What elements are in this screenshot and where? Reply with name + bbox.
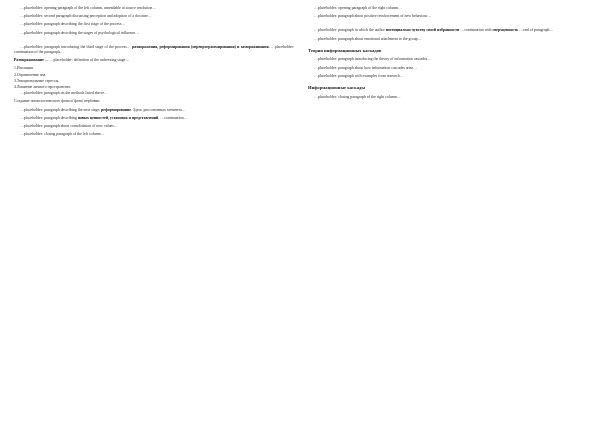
right-column	[308, 6, 588, 416]
paragraph: …placeholder: paragraph on the methods listed above…	[20, 91, 108, 96]
list-item: 2.Ограничение сна.	[14, 72, 47, 77]
paragraph: …placeholder: paragraph with examples from research…	[314, 73, 404, 78]
paragraph: …placeholder: closing paragraph of the right column…	[314, 94, 401, 99]
paragraph	[14, 116, 294, 121]
paragraph: …placeholder: paragraph about emotional attachment to the group…	[314, 36, 422, 41]
paragraph-text: …end of paragraph…	[518, 28, 554, 33]
paragraph: …placeholder: closing paragraph of the left column…	[20, 132, 105, 137]
paragraph: …placeholder: paragraph describing the stages of psychological influence…	[20, 30, 140, 35]
paragraph: …placeholder: second paragraph discussing perception and adoption of a doctrine…	[20, 14, 152, 19]
bold-term: сверхценность	[492, 28, 519, 33]
section-heading: Теория информационных каскадов	[308, 47, 382, 53]
paragraph: …placeholder: paragraph about how information cascades arise…	[314, 65, 418, 70]
paragraph-text: . …continuation…	[158, 115, 188, 120]
list-item: 4.Лишение личного пространства.	[14, 85, 71, 90]
left-column	[14, 6, 294, 416]
list-item: 3.Эмоциональные стрессы.	[14, 78, 60, 83]
bold-phrase: разморожения, реформирования (перепрограммирования) и замораживания.	[131, 44, 270, 49]
paragraph-text: …continuation with	[459, 28, 493, 33]
paragraph	[14, 58, 294, 63]
paragraph	[308, 28, 588, 33]
paragraph: Создание психологического фона и 'фона' вербовки	[14, 99, 100, 104]
paragraph-text: …placeholder: paragraph describing	[20, 115, 78, 120]
paragraph-text: — …placeholder: definition of the unfreezing stage…	[43, 58, 130, 63]
paragraph: …placeholder: opening paragraph of the left column, unreadable at source resolution…	[20, 6, 157, 10]
paragraph: …placeholder: paragraph about positive reinforcement of new behaviour…	[314, 14, 432, 19]
paragraph-text: …placeholder: paragraph introducing the third stage of the process…	[20, 44, 131, 49]
paragraph: …placeholder: paragraph about consolidation of new values…	[20, 124, 118, 129]
bold-term: реформирование	[101, 107, 131, 112]
paragraph: …placeholder: paragraph introducing the theory of information cascades…	[314, 57, 432, 62]
paragraph: …placeholder: paragraph describing the first stage of the process…	[20, 22, 126, 27]
bold-phrase: новых ценностей, установок и представлений	[77, 115, 159, 120]
bold-phrase: потенциально чувству своей избранности	[385, 28, 460, 33]
bold-term: Размораживание	[14, 58, 44, 63]
section-heading: Информационные каскады	[308, 85, 365, 91]
paragraph	[14, 45, 294, 55]
paragraph-text: …placeholder: continuation of the paragraph…	[14, 44, 294, 55]
paragraph-text: . Здесь два основных элемента…	[130, 107, 186, 112]
paragraph: …placeholder: opening paragraph of the right column…	[314, 6, 402, 10]
paragraph	[14, 108, 294, 113]
paragraph-text: …placeholder: paragraph describing the next stage,	[20, 107, 102, 112]
paragraph-text: …placeholder: paragraph in which the author	[314, 28, 386, 33]
list-item: 1.Изоляция.	[14, 66, 34, 71]
